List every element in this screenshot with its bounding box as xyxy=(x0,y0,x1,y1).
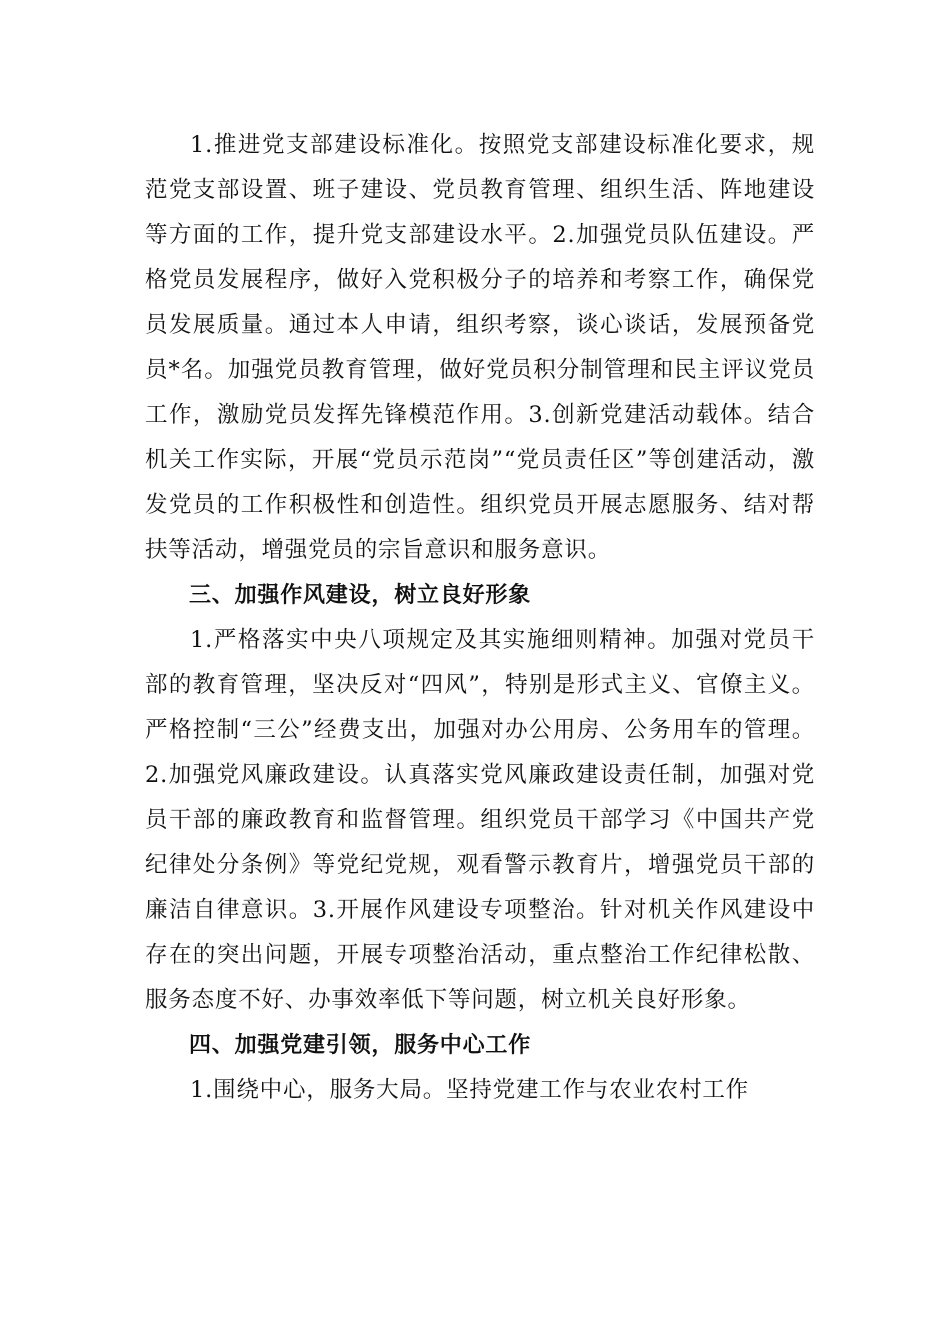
paragraph-branch-standardization: 1.推进党支部建设标准化。按照党支部建设标准化要求，规范党支部设置、班子建设、党员教育管理、组织生活、阵地建设等方面的工作，提升党支部建设水平。2.加强党员队伍建设。严格党员发展程序，做好入党积极分子的培养和考察工作，确保党员发展质量。通过本人申请，组织考察，谈心谈话，发展预备党员*名。加强党员教育管理，做好党员积分制管理和民主评议党员工作，激励党员发挥先锋模范作用。3.创新党建活动载体。结合机关工作实际，开展“党员示范岗”“党员责任区”等创建活动，激发党员的工作积极性和创造性。组织党员开展志愿服务、结对帮扶等活动，增强党员的宗旨意识和服务意识。 xyxy=(145,132,815,563)
paragraph-work-style: 1.严格落实中央八项规定及其实施细则精神。加强对党员干部的教育管理，坚决反对“四风”，特别是形式主义、官僚主义。严格控制“三公”经费支出，加强对办公用房、公务用车的管理。2.加强党风廉政建设。认真落实党风廉政建设责任制，加强对党员干部的廉政教育和监督管理。组织党员干部学习《中国共产党纪律处分条例》等党纪党规，观看警示教育片，增强党员干部的廉洁自律意识。3.开展作风建设专项整治。针对机关作风建设中存在的突出问题，开展专项整治活动，重点整治工作纪律松散、服务态度不好、办事效率低下等问题，树立机关良好形象。 xyxy=(145,627,815,1013)
section-heading-work-style: 三、加强作风建设，树立良好形象 xyxy=(189,583,532,608)
paragraph-serve-center: 1.围绕中心，服务大局。坚持党建工作与农业农村工作 xyxy=(190,1077,749,1103)
document-body xyxy=(145,123,815,1113)
section-heading-party-leadership: 四、加强党建引领，服务中心工作 xyxy=(189,1033,532,1058)
